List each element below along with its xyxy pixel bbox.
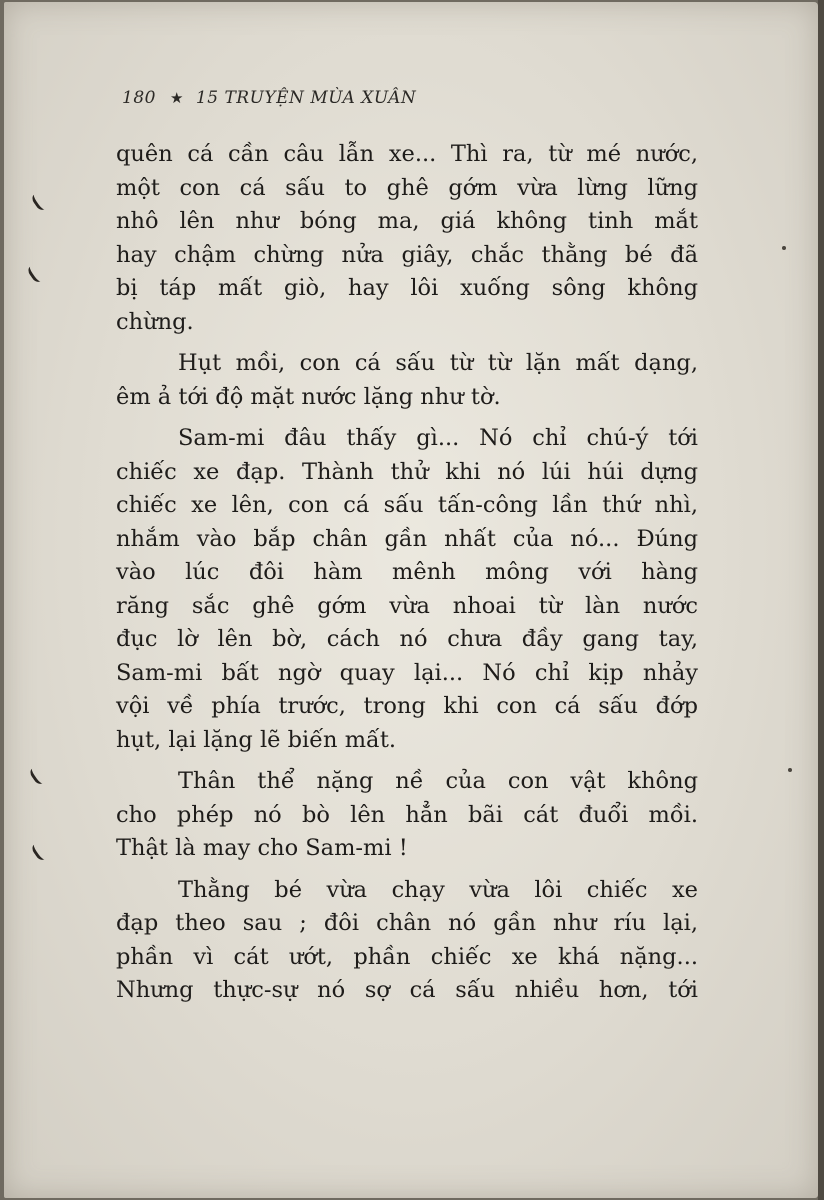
staple-mark-icon: [26, 262, 47, 284]
text-line: một con cá sấu to ghê gớm vừa lừng lững: [116, 174, 698, 201]
body-text: [116, 138, 698, 1008]
ink-speck: [782, 246, 786, 250]
paragraph: [116, 422, 698, 757]
page-number: 180: [122, 88, 156, 108]
running-header: [122, 88, 416, 108]
staple-mark-icon: [30, 190, 51, 212]
text-line: Sam-mi bất ngờ quay lại... Nó chỉ kịp nhảy: [116, 659, 698, 686]
staple-mark-icon: [28, 764, 49, 786]
text-line: êm ả tới độ mặt nước lặng như tờ.: [116, 383, 501, 410]
text-line: đục lờ lên bờ, cách nó chưa đầy gang tay,: [116, 626, 698, 652]
text-line: Thật là may cho Sam-mi !: [116, 835, 408, 861]
paragraph: [116, 347, 698, 414]
text-line: nhắm vào bắp chân gần nhất của nó... Đúng: [116, 525, 698, 552]
paragraph: [116, 874, 698, 1008]
page-edge-shadow: [818, 0, 824, 1200]
text-line: Thân thể nặng nề của con vật không: [178, 768, 698, 794]
book-page: [4, 2, 818, 1198]
text-line: Thằng bé vừa chạy vừa lôi chiếc xe: [178, 876, 698, 903]
star-ornament-icon: ★: [169, 89, 184, 107]
text-line: chiếc xe đạp. Thành thử khi nó lúi húi dựng: [116, 458, 698, 485]
text-line: Hụt mồi, con cá sấu từ từ lặn mất dạng,: [178, 350, 698, 376]
text-line: nhô lên như bóng ma, giá không tinh mắt: [116, 208, 698, 234]
ink-speck: [788, 768, 792, 772]
text-line: vào lúc đôi hàm mênh mông với hàng: [116, 559, 698, 585]
text-line: chừng.: [116, 308, 194, 335]
text-line: Nhưng thực-sự nó sợ cá sấu nhiều hơn, tới: [116, 977, 698, 1003]
text-line: hay chậm chừng nửa giây, chắc thằng bé đã: [116, 241, 698, 268]
text-line: bị táp mất giò, hay lôi xuống sông không: [116, 275, 698, 301]
text-line: răng sắc ghê gớm vừa nhoai từ làn nước: [116, 592, 698, 619]
paragraph: [116, 138, 698, 339]
text-line: quên cá cần câu lẫn xe... Thì ra, từ mé nước,: [116, 141, 698, 167]
staple-mark-icon: [30, 840, 51, 862]
text-line: hụt, lại lặng lẽ biến mất.: [116, 726, 397, 753]
text-line: Sam-mi đâu thấy gì... Nó chỉ chú-ý tới: [178, 425, 698, 451]
text-line: đạp theo sau ; đôi chân nó gần như ríu lại,: [116, 910, 698, 936]
text-line: vội về phía trước, trong khi con cá sấu đớp: [116, 693, 698, 719]
book-title: 15 TRUYỆN MÙA XUÂN: [195, 88, 417, 108]
text-line: chiếc xe lên, con cá sấu tấn-công lần thứ nhì,: [116, 492, 698, 518]
paragraph: [116, 765, 698, 866]
text-line: phần vì cát ướt, phần chiếc xe khá nặng...: [116, 943, 698, 970]
text-line: cho phép nó bò lên hẳn bãi cát đuổi mồi.: [116, 801, 698, 828]
